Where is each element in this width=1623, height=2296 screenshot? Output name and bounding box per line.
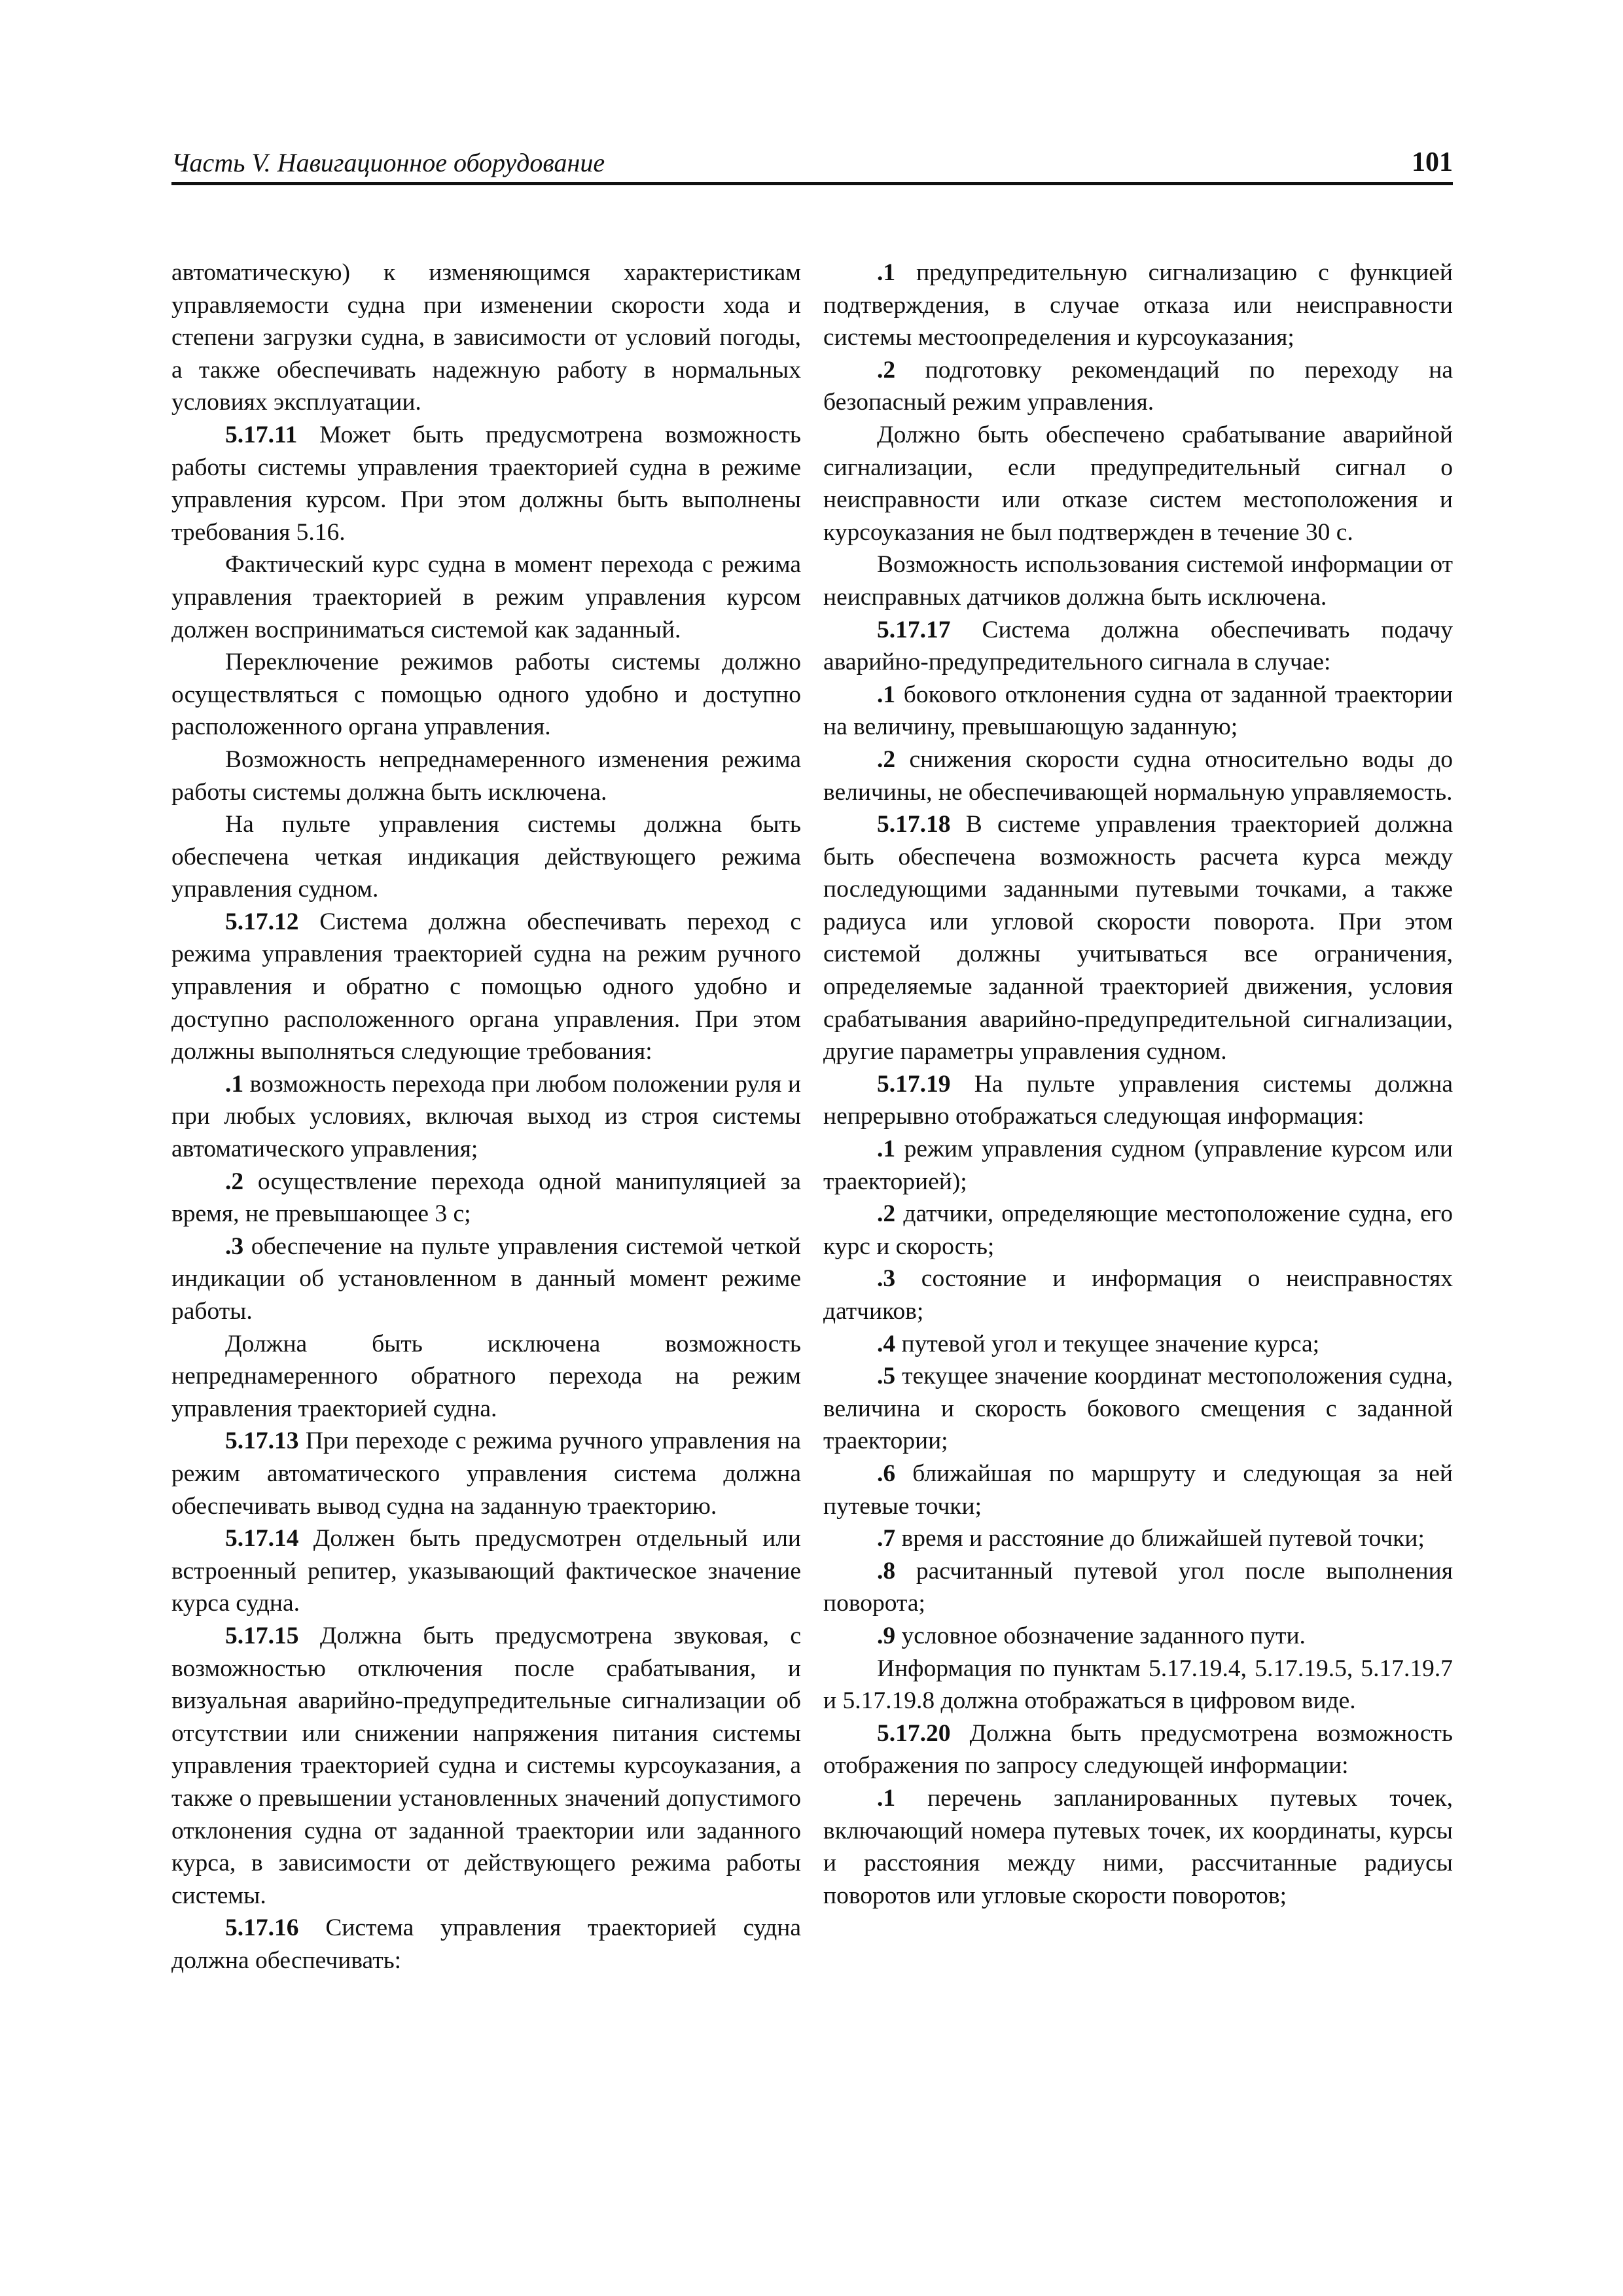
paragraph: автоматическую) к изменяющимся характеристикам управляемости судна при изменении скорости хода и степени загрузки судна, в зависимости от условий погоды, а также обеспечивать надежную работу в нормальных условиях эксплуатации. <box>171 259 801 416</box>
paragraph: Должно быть обеспечено срабатывание аварийной сигнализации, если предупредительный сигнал о неисправности или отказе систем местоположения и курсоуказания не был подтвержден в течение 30 с. <box>823 421 1453 546</box>
clause-paragraph: 5.17.19 На пульте управления системы должна непрерывно отображаться следующая информация: <box>823 1070 1453 1130</box>
clause-paragraph: 5.17.18 В системе управления траекторией должна быть обеспечена возможность расчета курса между последующими заданными путевыми точками, а также радиуса или угловой скорости поворота. При этом системой должны учитываться все ограничения, определяемые заданной траекторией движения, условия срабатывания аварийно-предупредительной сигнализации, другие параметры управления судном. <box>823 811 1453 1066</box>
clause-number: 5.17.12 <box>225 908 299 935</box>
item-number: .1 <box>225 1070 244 1098</box>
item-number: .4 <box>877 1330 896 1357</box>
clause-paragraph: 5.17.11 Может быть предусмотрена возможность работы системы управления траекторией судна в режиме управления курсом. При этом должны быть выполнены требования 5.16. <box>171 421 801 546</box>
list-item: .2 снижения скорости судна относительно воды до величины, не обеспечивающей нормальную управляемость. <box>823 745 1453 806</box>
clause-number: 5.17.13 <box>225 1427 299 1455</box>
clause-number: 5.17.19 <box>877 1070 951 1098</box>
clause-number: 5.17.16 <box>225 1914 299 1942</box>
clause-number: 5.17.15 <box>225 1622 299 1649</box>
paragraph: Переключение режимов работы системы должно осуществляться с помощью одного удобно и доступно расположенного органа управления. <box>171 649 801 741</box>
item-number: .8 <box>877 1557 896 1585</box>
clause-paragraph: 5.17.20 Должна быть предусмотрена возможность отображения по запросу следующей информации: <box>823 1719 1453 1780</box>
clause-number: 5.17.11 <box>225 421 298 448</box>
clause-paragraph: 5.17.12 Система должна обеспечивать переход с режима управления траекторией судна на режим ручного управления и обратно с помощью одного удобно и доступно расположенного органа управления. При этом должны выполняться следующие требования: <box>171 908 801 1066</box>
clause-paragraph: 5.17.14 Должен быть предусмотрен отдельный или встроенный репитер, указывающий фактическое значение курса судна. <box>171 1525 801 1617</box>
list-item: .1 возможность перехода при любом положении руля и при любых условиях, включая выход из строя системы автоматического управления; <box>171 1070 801 1163</box>
list-item: .6 ближайшая по маршруту и следующая за ней путевые точки; <box>823 1460 1453 1520</box>
list-item: .1 предупредительную сигнализацию с функцией подтверждения, в случае отказа или неисправности системы местоопределения и курсоуказания; <box>823 259 1453 351</box>
clause-number: 5.17.14 <box>225 1525 299 1552</box>
clause-number: 5.17.17 <box>877 616 951 643</box>
list-item: .3 состояние и информация о неисправностях датчиков; <box>823 1265 1453 1325</box>
list-item: .1 перечень запланированных путевых точек, включающий номера путевых точек, их координаты, курсы и расстояния между ними, рассчитанные радиусы поворотов или угловые скорости поворотов; <box>823 1784 1453 1909</box>
paragraph: Информация по пунктам 5.17.19.4, 5.17.19.5, 5.17.19.7 и 5.17.19.8 должна отображаться в цифровом виде. <box>823 1655 1453 1715</box>
list-item: .2 датчики, определяющие местоположение судна, его курс и скорость; <box>823 1200 1453 1260</box>
paragraph: Должна быть исключена возможность непреднамеренного обратного перехода на режим управления траекторией судна. <box>171 1330 801 1422</box>
list-item: .3 обеспечение на пульте управления системой четкой индикации об установленном в данный момент режиме работы. <box>171 1232 801 1325</box>
item-number: .1 <box>877 259 896 286</box>
item-number: .9 <box>877 1622 896 1649</box>
item-number: .3 <box>877 1265 896 1293</box>
list-item: .1 режим управления судном (управление курсом или траекторией); <box>823 1136 1453 1195</box>
clause-paragraph: 5.17.15 Должна быть предусмотрена звуковая, с возможностью отключения после срабатывания, и визуальная аварийно-предупредительные сигнализации об отсутствии или снижении напряжения питания системы управления траекторией судна и системы курсоуказания, а также о превышении установленных значений допустимого отклонения судна от заданной траектории или заданного курса, в зависимости от действующего режима работы системы. <box>171 1622 801 1909</box>
item-number: .2 <box>877 1200 896 1228</box>
page-number: 101 <box>1412 147 1453 177</box>
list-item: .2 осуществление перехода одной манипуляцией за время, не превышающее 3 с; <box>171 1168 801 1228</box>
item-number: .5 <box>877 1363 896 1390</box>
clause-number: 5.17.20 <box>877 1719 951 1747</box>
item-number: .1 <box>877 1784 896 1812</box>
item-number: .1 <box>877 681 896 708</box>
item-number: .7 <box>877 1525 896 1552</box>
list-item: .7 время и расстояние до ближайшей путевой точки; <box>877 1525 1425 1552</box>
list-item: .5 текущее значение координат местоположения судна, величина и скорость бокового смещения с заданной траектории; <box>823 1363 1453 1455</box>
running-title: Часть V. Навигационное оборудование <box>171 148 605 177</box>
paragraph: Возможность использования системой информации от неисправных датчиков должна быть исключена. <box>823 551 1453 611</box>
clause-paragraph: 5.17.17 Система должна обеспечивать подачу аварийно-предупредительного сигнала в случае: <box>823 616 1453 676</box>
page-header <box>171 144 1453 185</box>
item-number: .2 <box>877 745 896 773</box>
paragraph: Возможность непреднамеренного изменения режима работы системы должна быть исключена. <box>171 745 801 806</box>
list-item: .9 условное обозначение заданного пути. <box>877 1622 1306 1649</box>
left-column <box>171 257 801 1977</box>
clause-number: 5.17.18 <box>877 811 951 838</box>
list-item: .2 подготовку рекомендаций по переходу на безопасный режим управления. <box>823 356 1453 416</box>
list-item: .1 бокового отклонения судна от заданной траектории на величину, превышающую заданную; <box>823 681 1453 741</box>
clause-paragraph: 5.17.16 Система управления траекторией судна должна обеспечивать: <box>171 1914 801 1974</box>
list-item: .4 путевой угол и текущее значение курса; <box>877 1330 1320 1357</box>
item-number: .2 <box>877 356 896 384</box>
right-column <box>823 257 1453 1912</box>
item-number: .1 <box>877 1136 896 1163</box>
clause-paragraph: 5.17.13 При переходе с режима ручного управления на режим автоматического управления система должна обеспечивать вывод судна на заданную траекторию. <box>171 1427 801 1520</box>
item-number: .3 <box>225 1232 244 1260</box>
paragraph: На пульте управления системы должна быть обеспечена четкая индикация действующего режима управления судном. <box>171 811 801 903</box>
item-number: .6 <box>877 1460 896 1487</box>
item-number: .2 <box>225 1168 244 1195</box>
paragraph: Фактический курс судна в момент перехода с режима управления траекторией в режим управления курсом должен восприниматься системой как заданный. <box>171 551 801 643</box>
list-item: .8 расчитанный путевой угол после выполнения поворота; <box>823 1557 1453 1617</box>
